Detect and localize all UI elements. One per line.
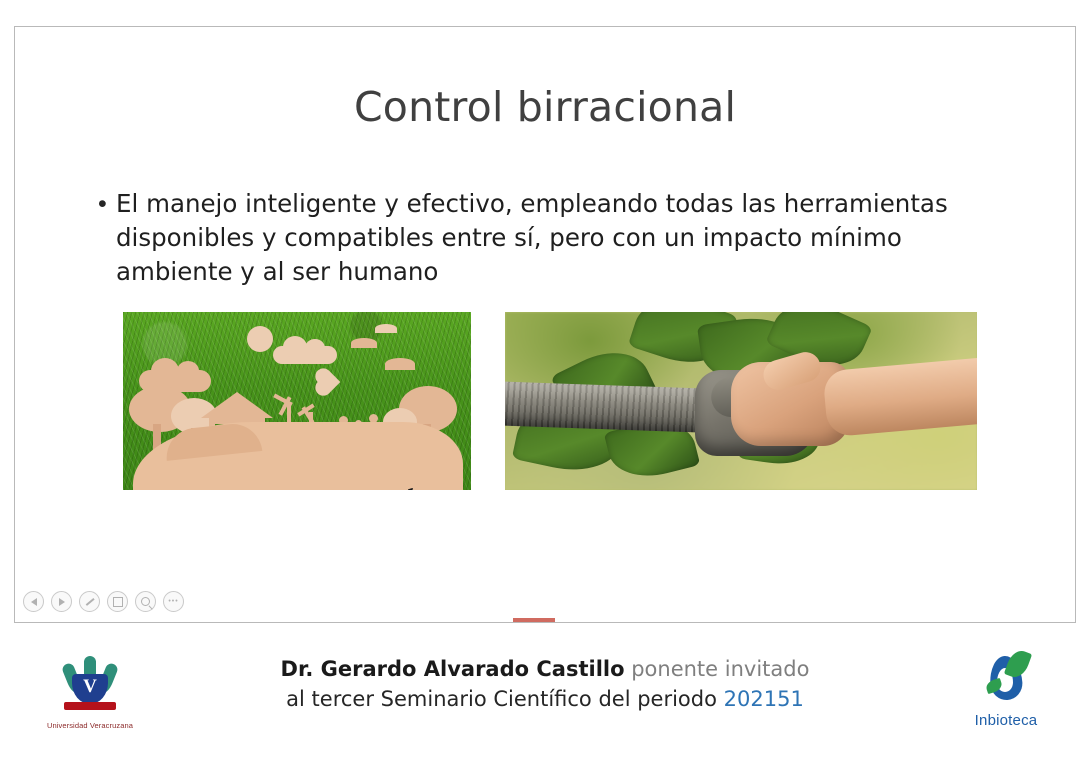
slide-title: Control birracional: [353, 83, 737, 131]
ellipsis-icon: •••: [168, 598, 179, 605]
bullet-item: [98, 187, 998, 289]
slide-media-toolbar[interactable]: [23, 591, 184, 612]
uv-logo-caption: Universidad Veracruzana: [46, 721, 134, 730]
red-edge-artifact: [513, 618, 555, 622]
frame-button[interactable]: [107, 591, 128, 612]
credit-text: [200, 654, 890, 714]
universidad-veracruzana-logo: [34, 656, 146, 730]
period-code: 202151: [723, 687, 804, 711]
speaker-name: Dr. Gerardo Alvarado Castillo: [280, 657, 625, 681]
bullet-marker: •: [98, 190, 107, 218]
bird-icon: [351, 338, 377, 348]
more-button[interactable]: [163, 591, 184, 612]
triangle-right-icon: [59, 598, 65, 606]
leaf-icon: [1004, 647, 1032, 680]
hand-fingers-shape: [323, 428, 453, 474]
credit-line-2: [200, 684, 890, 714]
pen-button[interactable]: [79, 591, 100, 612]
bird-icon: [375, 324, 397, 333]
previous-button[interactable]: [23, 591, 44, 612]
magnifier-icon: [141, 597, 150, 606]
inbioteca-logo-caption: Inbioteca: [974, 712, 1038, 729]
bullet-text: El manejo inteligente y efectivo, empleando todas las herramientas disponibles y compatibles entre sí, pero con un impacto mínimo ambiente y al ser humano: [116, 189, 948, 286]
zoom-button[interactable]: [135, 591, 156, 612]
slide-body-text: [98, 187, 998, 289]
play-button[interactable]: [51, 591, 72, 612]
frame-icon: [113, 597, 123, 607]
inbioteca-emblem-icon: [978, 652, 1034, 710]
human-arm-shape: [822, 357, 977, 438]
footer-bar: [0, 624, 1090, 760]
presentation-slide[interactable]: [14, 26, 1076, 623]
uv-monogram: V: [83, 676, 97, 697]
uv-shield-shape: [72, 674, 108, 704]
triangle-left-icon: [31, 598, 37, 606]
uv-emblem-icon: [58, 656, 122, 718]
house-roof-shape: [201, 392, 273, 418]
uv-ribbon-shape: [64, 702, 116, 710]
eco-hand-illustration[interactable]: [123, 312, 471, 490]
bird-icon: [385, 358, 415, 370]
slide-images: [15, 312, 1075, 502]
cloud-shape: [273, 346, 337, 364]
sun-shape: [247, 326, 273, 352]
credit-line-1: [200, 654, 890, 684]
pen-icon: [85, 598, 94, 606]
event-description: al tercer Seminario Científico del periodo: [286, 687, 717, 711]
speaker-role: ponente invitado: [631, 657, 810, 681]
handshake-nature-human[interactable]: [505, 312, 977, 490]
inbioteca-logo: [948, 652, 1064, 729]
